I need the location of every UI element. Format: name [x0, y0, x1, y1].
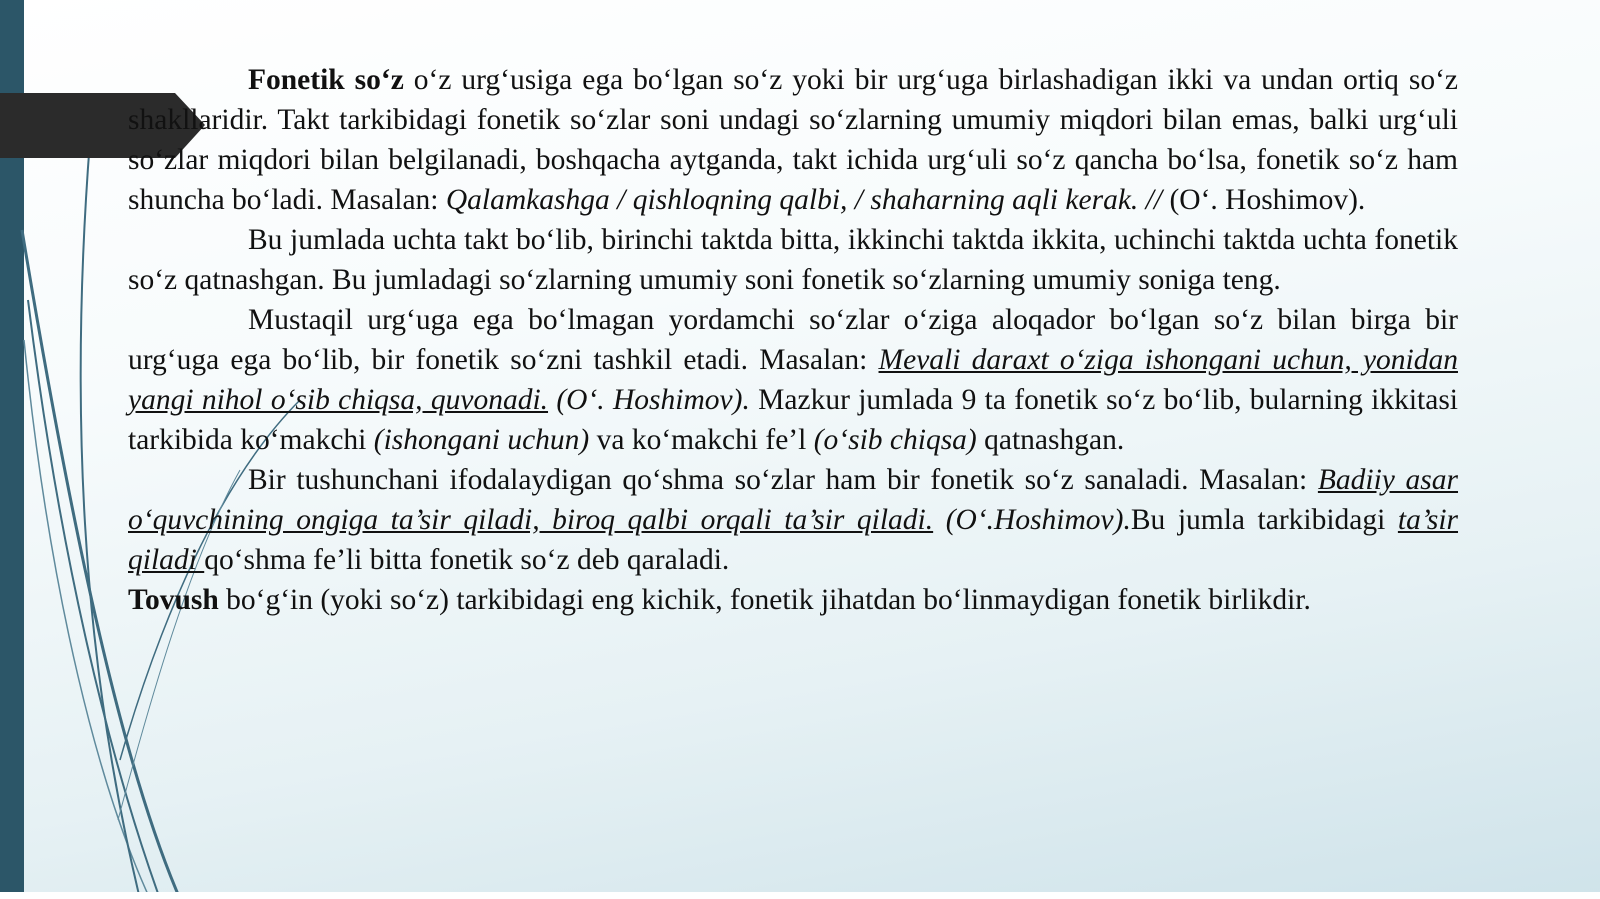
- paragraph-fonetik-soz: [128, 60, 1458, 220]
- text-span: va ko‘makchi fe’l: [589, 424, 814, 456]
- text-span: bo‘g‘in (yoki so‘z) tarkibidagi eng kichik, fonetik jihatdan bo‘linmaydigan fonetik birlikdir.: [218, 584, 1311, 616]
- example-underlined: ta’sir qiladi: [128, 504, 1459, 576]
- text-span: o‘z urg‘usiga ega bo‘lgan so‘z yoki bir urg‘uga birlashadigan ikki va undan ortiq so‘z shakllaridir. Takt tarkibidagi fonetik so‘zlar soni undagi so‘zlarning umumiy miqdori bilan emas, balki urg‘uli so‘zlar miqdori bilan belgilanadi, boshqacha aytganda, takt ichida urg‘uli so‘z qancha bo‘lsa, fonetik so‘z ham shuncha bo‘ladi. Masalan:: [128, 64, 1459, 216]
- body-text: [128, 60, 1458, 620]
- text-span: Bu jumlada uchta takt bo‘lib, birinchi taktda bitta, ikkinchi taktda ikkita, uchinchi taktda uchta fonetik so‘z qatnashgan. Bu jumladagi so‘zlarning umumiy soni fonetik so‘zlarning umumiy soniga teng.: [128, 224, 1458, 296]
- paragraph-qoshma: [128, 460, 1458, 580]
- paragraph-yordamchi: [128, 300, 1458, 460]
- example-italic: (o‘sib chiqsa): [813, 424, 977, 456]
- example-italic: (ishongani uchun): [373, 424, 590, 456]
- spacer: [933, 504, 946, 536]
- example-italic: Qalamkashga / qishloqning qalbi, / shaharning aqli kerak. //: [445, 184, 1163, 216]
- text-span: qo‘shma fe’li bitta fonetik so‘z deb qaraladi.: [204, 544, 730, 576]
- text-span: qatnashgan.: [976, 424, 1125, 456]
- paragraph-tovush: [128, 580, 1458, 620]
- text-span: Mustaqil urg‘uga ega bo‘lmagan yordamchi so‘zlar o‘ziga aloqador bo‘lgan so‘z bilan birga bir urg‘uga ega bo‘lib, bir fonetik so‘zni tashkil etadi. Masalan:: [128, 304, 1458, 376]
- citation: (O‘. Hoshimov).: [1162, 184, 1366, 216]
- term-tovush: Tovush: [128, 584, 219, 616]
- bottom-strip: [0, 892, 1600, 899]
- example-underlined: Mevali daraxt o‘ziga ishongani uchun, yonidan yangi nihol o‘sib chiqsa, quvonadi.: [128, 344, 1458, 416]
- term-fonetik-soz: Fonetik so‘z: [248, 64, 404, 96]
- paragraph-takt: [128, 220, 1458, 300]
- example-underlined: Badiiy asar o‘quvchining ongiga ta’sir qiladi, biroq qalbi orqali ta’sir qiladi.: [128, 464, 1459, 536]
- text-span: Mazkur jumlada 9 ta fonetik so‘z bo‘lib, bularning ikkitasi tarkibida ko‘makchi: [128, 384, 1459, 456]
- text-span: Bir tushunchani ifodalaydigan qo‘shma so‘zlar ham bir fonetik so‘z sanaladi. Masalan:: [248, 464, 1318, 496]
- citation: (O‘. Hoshimov).: [556, 384, 750, 416]
- text-span: Bu jumla tarkibidagi: [1130, 504, 1398, 536]
- citation: (O‘.Hoshimov).: [945, 504, 1131, 536]
